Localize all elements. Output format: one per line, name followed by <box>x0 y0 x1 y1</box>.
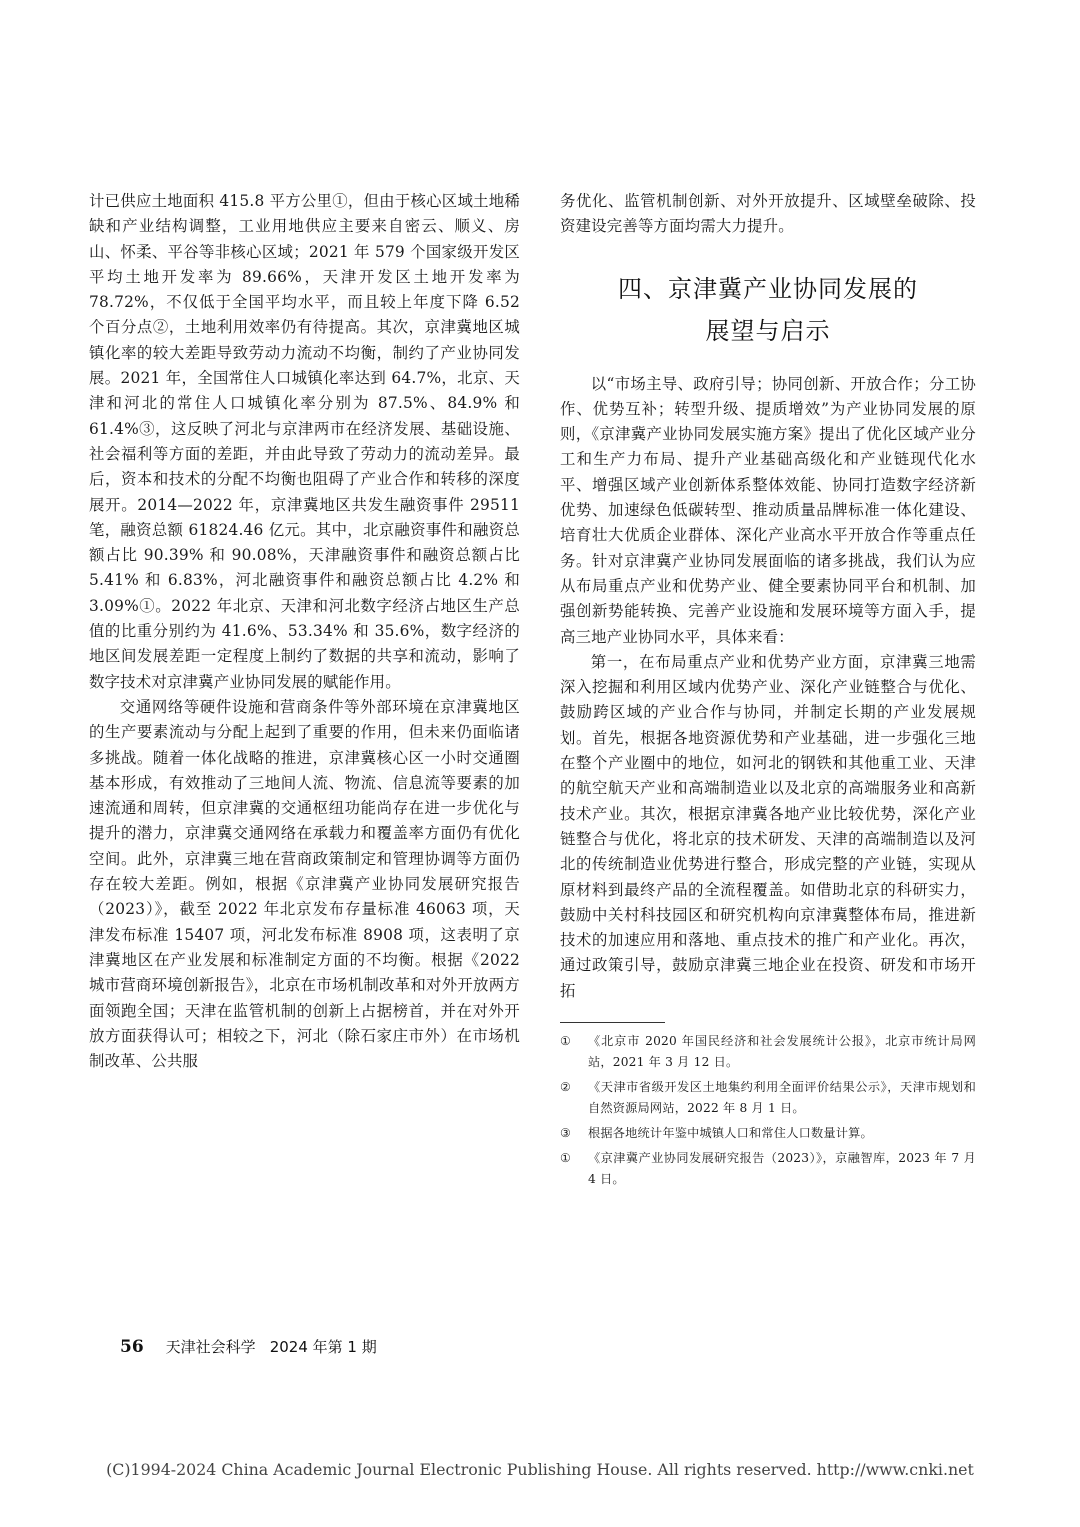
footnote-text: 《京津冀产业协同发展研究报告（2023）》，京融智库，2023 年 7 月 4 日。 <box>588 1151 976 1187</box>
footnote-mark: ② <box>560 1080 572 1095</box>
footnote-text: 《北京市 2020 年国民经济和社会发展统计公报》，北京市统计局网站，2021 年 3 月 12 日。 <box>588 1034 976 1070</box>
footnote-text: 根据各地统计年鉴中城镇人口和常住人口数量计算。 <box>588 1126 873 1141</box>
footnote-item <box>560 1031 976 1073</box>
footnote-divider <box>560 1022 665 1023</box>
body-paragraph: 以“市场主导、政府引导；协同创新、开放合作；分工协作、优势互补；转型升级、提质增效”为产业协同发展的原则，《京津冀产业协同发展实施方案》提出了优化区域产业分工和生产力布局、提升产业基础高级化和产业链现代化水平、增强区域产业创新体系整体效能、协同打造数字经济新优势、加速绿色低碳转型、推动质量品牌标准一体化建设、培育壮大优质企业群体、深化产业高水平开放合作等重点任务。针对京津冀产业协同发展面临的诸多挑战，我们认为应从布局重点产业和优势产业、健全要素协同平台和机制、加强创新势能转换、完善产业设施和发展环境等方面入手，提高三地产业协同水平，具体来看： <box>560 374 976 646</box>
section-title <box>560 268 976 352</box>
page-number: 56 <box>120 1337 144 1357</box>
right-column <box>560 189 976 1194</box>
body-paragraph: 交通网络等硬件设施和营商条件等外部环境在京津冀地区的生产要素流动与分配上起到了重要的作用，但未来仍面临诸多挑战。随着一体化战略的推进，京津冀核心区一小时交通圈基本形成，有效推动了三地间人流、物流、信息流等要素的加速流通和周转，但京津冀的交通枢纽功能尚存在进一步优化与提升的潜力，京津冀交通网络在承载力和覆盖率方面仍有优化空间。此外，京津冀三地在营商政策制定和管理协调等方面仍存在较大差距。例如，根据《京津冀产业协同发展研究报告（2023）》，截至 2022 年北京发布存量标准 46063 项，天津发布标准 15407 项，河北发布标准 8908 项，这表明了京津冀地区在产业发展和标准制定方面的不均衡。根据《2022 城市营商环境创新报告》，北京在市场机制改革和对外开放两方面领跑全国；天津在监管机制的创新上占据榜首，并在对外开放方面获得认可；相较之下，河北（除石家庄市外）在市场机制改革、公共服 <box>89 697 520 1071</box>
journal-name: 天津社会科学 <box>165 1338 256 1356</box>
page-footer <box>120 1336 377 1357</box>
left-column <box>89 189 520 1074</box>
journal-issue: 2024 年第 1 期 <box>269 1338 377 1356</box>
section-title-line: 展望与启示 <box>705 316 831 345</box>
footnote-item <box>560 1077 976 1119</box>
footnote-item <box>560 1123 976 1144</box>
footnote-item <box>560 1148 976 1190</box>
continuation-paragraph: 务优化、监管机制创新、对外开放提升、区域壁垒破除、投资建设完善等方面均需大力提升。 <box>560 192 976 236</box>
body-paragraph: 计已供应土地面积 415.8 平方公里①，但由于核心区域土地稀缺和产业结构调整，工业用地供应主要来自密云、顺义、房山、怀柔、平谷等非核心区域；2021 年 579 个国家级开发区平均土地开发率为 89.66%，天津开发区土地开发率为 78.72%，不仅低于全国平均水平，而且较上年度下降 6.52 个百分点②，土地利用效率仍有待提高。其次，京津冀地区城镇化率的较大差距导致劳动力流动不均衡，制约了产业协同发展。2021 年，全国常住人口城镇化率达到 64.7%，北京、天津和河北的常住人口城镇化率分别为 87.5%、84.9% 和 61.4%③，这反映了河北与京津两市在经济发展、基础设施、社会福利等方面的差距，并由此导致了劳动力的流动差异。最后，资本和技术的分配不均衡也阻碍了产业合作和转移的深度展开。2014—2022 年，京津冀地区共发生融资事件 29511 笔，融资总额 61824.46 亿元。其中，北京融资事件和融资总额占比 90.39% 和 90.08%，天津融资事件和融资总额占比 5.41% 和 6.83%，河北融资事件和融资总额占比 4.2% 和 3.09%①。2022 年北京、天津和河北数字经济占地区生产总值的比重分别约为 41.6%、53.34% 和 35.6%，数字经济的地区间发展差距一定程度上制约了数据的共享和流动，影响了数字技术对京津冀产业协同发展的赋能作用。 <box>89 192 520 691</box>
footnote-text: 《天津市省级开发区土地集约利用全面评价结果公示》，天津市规划和自然资源局网站，2022 年 8 月 1 日。 <box>588 1080 976 1116</box>
body-paragraph: 第一，在布局重点产业和优势产业方面，京津冀三地需深入挖掘和利用区域内优势产业、深化产业链整合与优化、鼓励跨区域的产业合作与协同，并制定长期的产业发展规划。首先，根据各地资源优势和产业基础，进一步强化三地在整个产业圈中的地位，如河北的钢铁和其他重工业、天津的航空航天产业和高端制造业以及北京的高端服务业和高新技术产业。其次，根据京津冀各地产业比较优势，深化产业链整合与优化，将北京的技术研发、天津的高端制造以及河北的传统制造业优势进行整合，形成完整的产业链，实现从原材料到最终产品的全流程覆盖。如借助北京的科研实力，鼓励中关村科技园区和研究机构向京津冀整体布局，推进新技术的加速应用和落地、重点技术的推广和产业化。再次，通过政策引导，鼓励京津冀三地企业在投资、研发和市场开拓 <box>560 652 976 1000</box>
footnote-mark: ① <box>560 1034 572 1049</box>
section-title-line: 四、京津冀产业协同发展的 <box>618 274 918 303</box>
footnotes <box>560 1022 976 1190</box>
copyright-notice: (C)1994-2024 China Academic Journal Electronic Publishing House. All rights reserved. http://www.cnki.net <box>106 1460 974 1479</box>
footnote-mark: ③ <box>560 1126 572 1141</box>
footnote-mark: ① <box>560 1151 572 1166</box>
